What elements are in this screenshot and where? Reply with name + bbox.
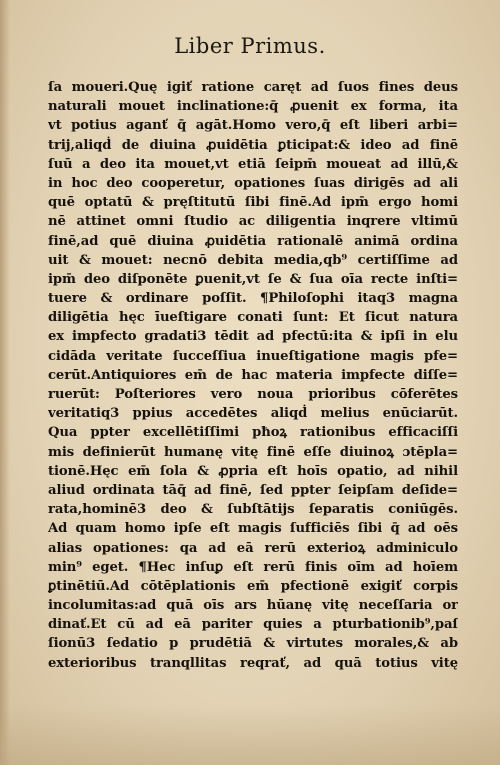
text-line: vt potius aganť q̄ agāt.Homo vero,q̄ eſt liberi arbi= [48,118,458,134]
text-line: ꝑtinētiū.Ad cōtēplationis em̄ pfectionē exigiť corpis [48,578,458,594]
text-line: ipm̄ deo diſponēte ꝑuenit,vt ſe & ſua oīa recte inſti= [48,271,458,287]
page-edge-shadow [0,0,10,765]
text-block [48,78,458,673]
text-line: min⁹ eget. ¶Hec inſuꝑ eſt rerū finis oīm ad hoīem [48,559,458,575]
text-line: mis definierūt humanę vitę finē eſſe diuinoꝝ ɔtēpla= [48,444,458,460]
text-line: ſa moueri.Quę igiť ratione caręt ad ſuos fines deus [48,80,458,95]
text-line: finē,ad quē diuina ꝓuidētia rationalē animā ordina [48,233,458,249]
text-line: ſuū a deo ita mouet,vt etiā ſeipm̄ moueat ad illū,& [48,156,458,172]
text-line: rata,hominē3 deo & ſubſtātijs ſeparatis coniūgēs. [48,502,458,518]
text-line: ſionū3 ſedatio p prudētiā & virtutes morales,& ab [48,636,458,652]
text-line: dinať.Et cū ad eā pariter quies a pturbationib⁹,paſ [48,617,458,633]
text-line: Qua ppter excellētiſſimi pħoꝝ rationibus efficaciſſi [48,425,458,441]
text-line: Ad quam homo ipſe eſt magis ſufficiēs ſibi q̄ ad oēs [48,521,458,537]
text-line: veritatiq3 ppius accedētes aliqḋ melius enūciarūt. [48,406,458,422]
page-bottom-shading [0,705,500,765]
running-head: Liber Primus. [174,34,326,58]
text-line: uit & mouet: necnō debita media,qb⁹ certiſſime ad [48,252,458,268]
text-line: naturali mouet inclinatione:q̄ ꝓuenit ex forma, ita [48,99,458,115]
text-line: aliud ordinata tāq̄ ad finē, ſed ppter ſeipſam deſide= [48,482,458,498]
text-line: in hoc deo cooperetur, opationes ſuas dirigēs ad ali [48,175,458,191]
text-line: tionē.Hęc em̄ ſola & ꝓpria eſt hoīs opatio, ad nihil [48,463,458,479]
text-line: nē attinet omni ſtudio ac diligentia inqrere vltimū [48,214,458,230]
text-line: diligētia hęc īueſtigare conati ſunt: Et ſicut natura [48,310,458,326]
text-line: quē optatū & pręſtitutū ſibi finē.Ad ipm̄ ergo homi [48,195,458,211]
text-line: alias opationes: qa ad eā rerū exterioꝝ adminiculo [48,540,458,556]
text-line: ex impfecto gradati3 tēdit ad pfectū:ita & ipſi in elu [48,329,458,345]
text-line: cidāda veritate ſucceſſiua inueſtigatione magis pfe= [48,348,458,364]
text-line: trij,aliqḋ de diuina ꝓuidētia ꝑticipat:& ideo ad finē [48,137,458,153]
text-line: exterioribus tranqllitas reqrať, ad quā totius vitę [48,655,458,671]
text-line: tuere & ordinare poſſit. ¶Philoſophi itaq3 magna [48,291,458,307]
text-line: ruerūt: Poſteriores vero noua prioribus cōferētes [48,387,458,402]
text-line: cerūt.Antiquiores em̄ de hac materia impfecte diſſe= [48,367,458,383]
text-line: incolumitas:ad quā oīs ars hūanę vitę neceſſaria or [48,598,458,614]
